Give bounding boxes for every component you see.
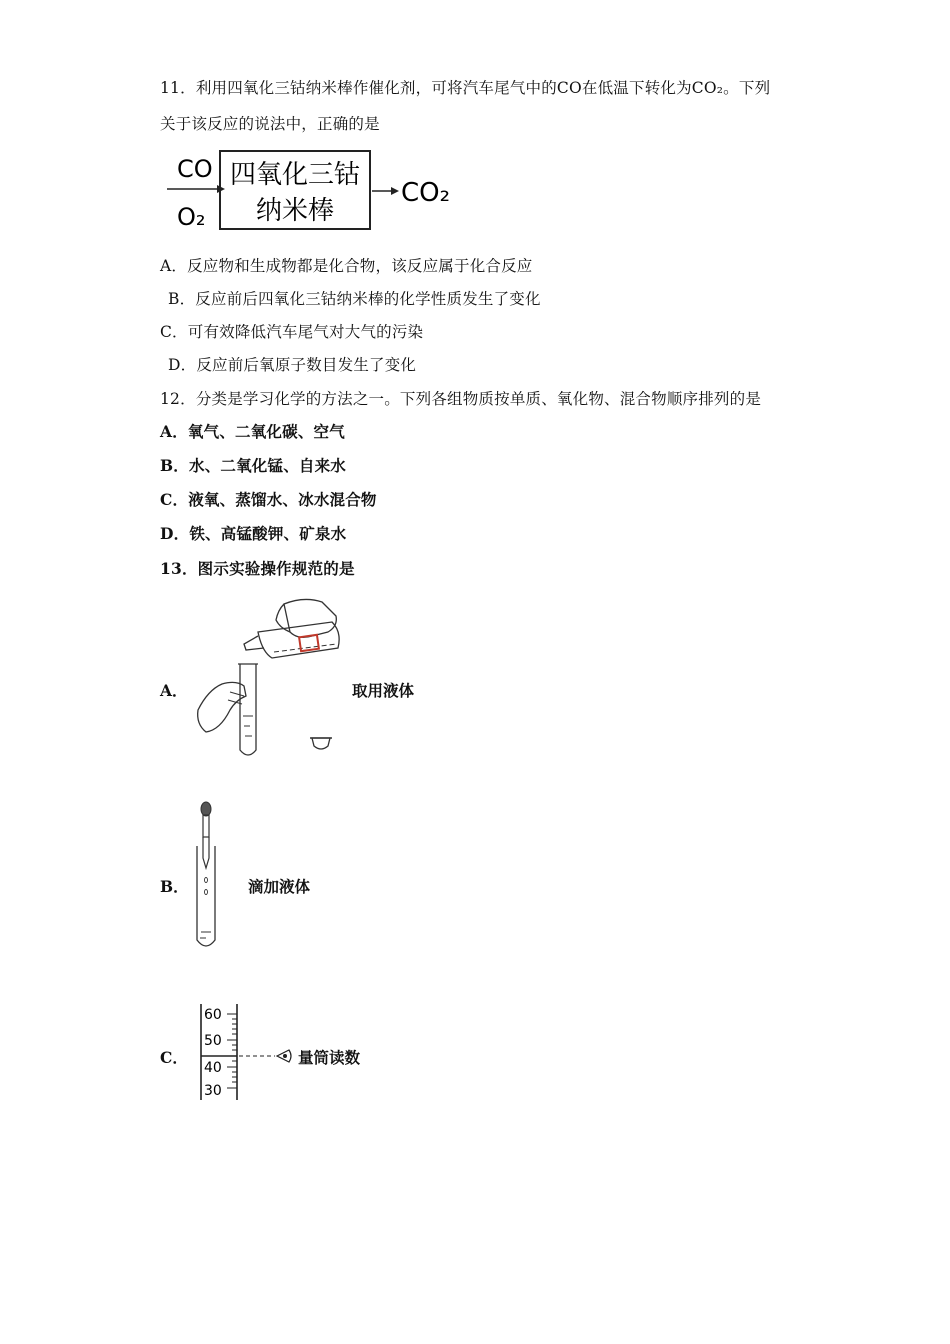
tick-label-30: 30 — [204, 1083, 222, 1099]
q11-option-b: B．反应前后四氧化三钴纳米棒的化学性质发生了变化 — [168, 290, 541, 308]
graduated-cylinder-illustration — [195, 1002, 305, 1102]
q13-option-a-caption: 取用液体 — [352, 681, 415, 700]
q13-option-c-caption: 量筒读数 — [298, 1048, 361, 1067]
tick-label-50: 50 — [204, 1033, 222, 1049]
q13-option-c-letter: C． — [160, 1048, 188, 1067]
q11-option-d: D．反应前后氧原子数目发生了变化 — [168, 356, 417, 374]
q11-reaction-diagram — [165, 145, 455, 237]
q11-option-c: C．可有效降低汽车尾气对大气的污染 — [160, 323, 424, 341]
diagram-output-co2: CO₂ — [401, 178, 451, 208]
diagram-box-line2: 纳米棒 — [255, 196, 335, 226]
q13-option-b-letter: B． — [160, 877, 189, 896]
tick-label-60: 60 — [204, 1007, 222, 1023]
diagram-input-o2: O₂ — [177, 203, 206, 231]
diagram-box-line1: 四氧化三钴 — [229, 160, 361, 190]
q12-option-c: C．液氧、蒸馏水、冰水混合物 — [160, 490, 377, 509]
q13-option-a-letter: A． — [160, 681, 188, 700]
q12-option-a: A．氧气、二氧化碳、空气 — [160, 422, 345, 441]
q12-option-d: D．铁、高锰酸钾、矿泉水 — [160, 524, 347, 543]
q12-option-b: B．水、二氧化锰、自来水 — [160, 456, 347, 475]
q11-option-a: A．反应物和生成物都是化合物，该反应属于化合反应 — [160, 257, 533, 275]
q11-stem-line2: 关于该反应的说法中，正确的是 — [160, 115, 380, 133]
q11-stem-line1: 11．利用四氧化三钴纳米棒作催化剂，可将汽车尾气中的CO在低温下转化为CO₂。下列 — [160, 79, 771, 97]
tick-label-40: 40 — [204, 1060, 222, 1076]
dropper-illustration — [190, 800, 224, 952]
q13-stem: 13．图示实验操作规范的是 — [160, 559, 355, 578]
pouring-liquid-illustration — [192, 592, 352, 764]
diagram-input-co: CO — [177, 155, 213, 183]
q13-option-b-caption: 滴加液体 — [248, 877, 311, 896]
q12-stem: 12．分类是学习化学的方法之一。下列各组物质按单质、氧化物、混合物顺序排列的是 — [160, 390, 762, 408]
